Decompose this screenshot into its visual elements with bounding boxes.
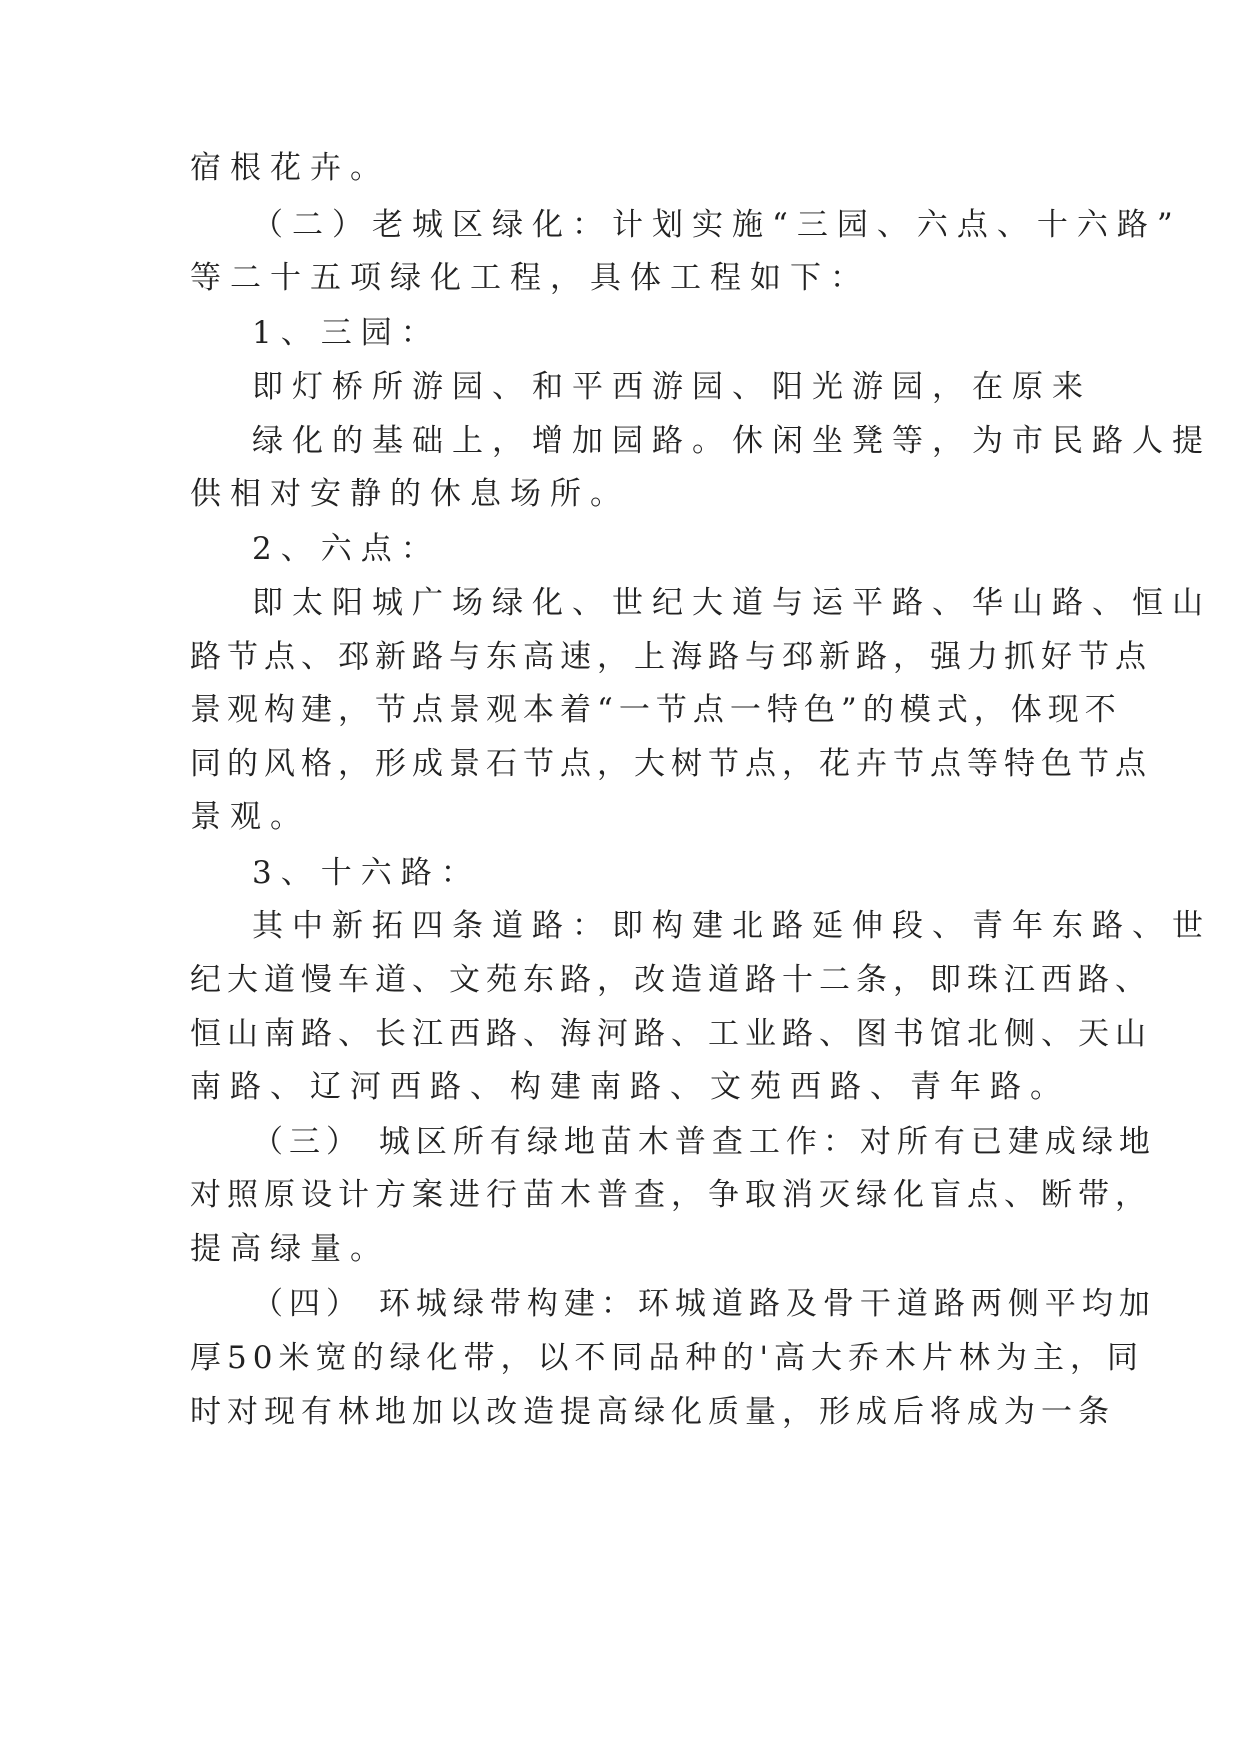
paragraph-line-11: 景观构建，节点景观本着“一节点一特色”的模式，体现不 (190, 692, 1122, 728)
paragraph-line-16: 纪大道慢车道、文苑东路，改造道路十二条，即珠江西路、 (190, 962, 1152, 998)
paragraph-line-17: 恒山南路、长江西路、海河路、工业路、图书馆北侧、天山 (190, 1016, 1152, 1052)
paragraph-line-12: 同的风格，形成景石节点，大树节点，花卉节点等特色节点 (190, 746, 1152, 782)
paragraph-line-6: 绿化的基础上，增加园路。休闲坐凳等，为市民路人提 (252, 423, 1212, 459)
paragraph-line-7: 供相对安静的休息场所。 (190, 476, 630, 512)
section-heading-ring-green-belt: （四） 环城绿带构建：环城道路及骨干道路两侧平均加 (252, 1286, 1156, 1322)
subheading-sixteen-roads: 3、十六路： (252, 855, 481, 891)
paragraph-line-13: 景观。 (190, 799, 310, 835)
paragraph-line-5: 即灯桥所游园、和平西游园、阳光游园，在原来 (252, 369, 1092, 405)
paragraph-line-1: 宿根花卉。 (190, 150, 390, 186)
paragraph-line-18: 南路、辽河西路、构建南路、文苑西路、青年路。 (190, 1069, 1070, 1105)
subheading-six-points: 2、六点： (252, 531, 441, 567)
section-heading-seedling-survey: （三） 城区所有绿地苗木普查工作：对所有已建成绿地 (252, 1124, 1156, 1160)
paragraph-line-23: 厚50米宽的绿化带，以不同品种的'高大乔木片林为主，同 (190, 1340, 1144, 1376)
paragraph-line-15: 其中新拓四条道路：即构建北路延伸段、青年东路、世 (252, 908, 1212, 944)
paragraph-line-20: 对照原设计方案进行苗木普查，争取消灭绿化盲点、断带， (190, 1177, 1152, 1213)
paragraph-line-9: 即太阳城广场绿化、世纪大道与运平路、华山路、恒山 (252, 585, 1212, 621)
paragraph-line-21: 提高绿量。 (190, 1231, 390, 1267)
subheading-three-gardens: 1、三园： (252, 315, 441, 351)
paragraph-line-3: 等二十五项绿化工程，具体工程如下： (190, 260, 870, 296)
paragraph-line-24: 时对现有林地加以改造提高绿化质量，形成后将成为一条 (190, 1394, 1115, 1430)
section-heading-old-city-greening: （二）老城区绿化：计划实施“三园、六点、十六路” (252, 207, 1182, 243)
paragraph-line-10: 路节点、邳新路与东高速，上海路与邳新路，强力抓好节点 (190, 639, 1152, 675)
